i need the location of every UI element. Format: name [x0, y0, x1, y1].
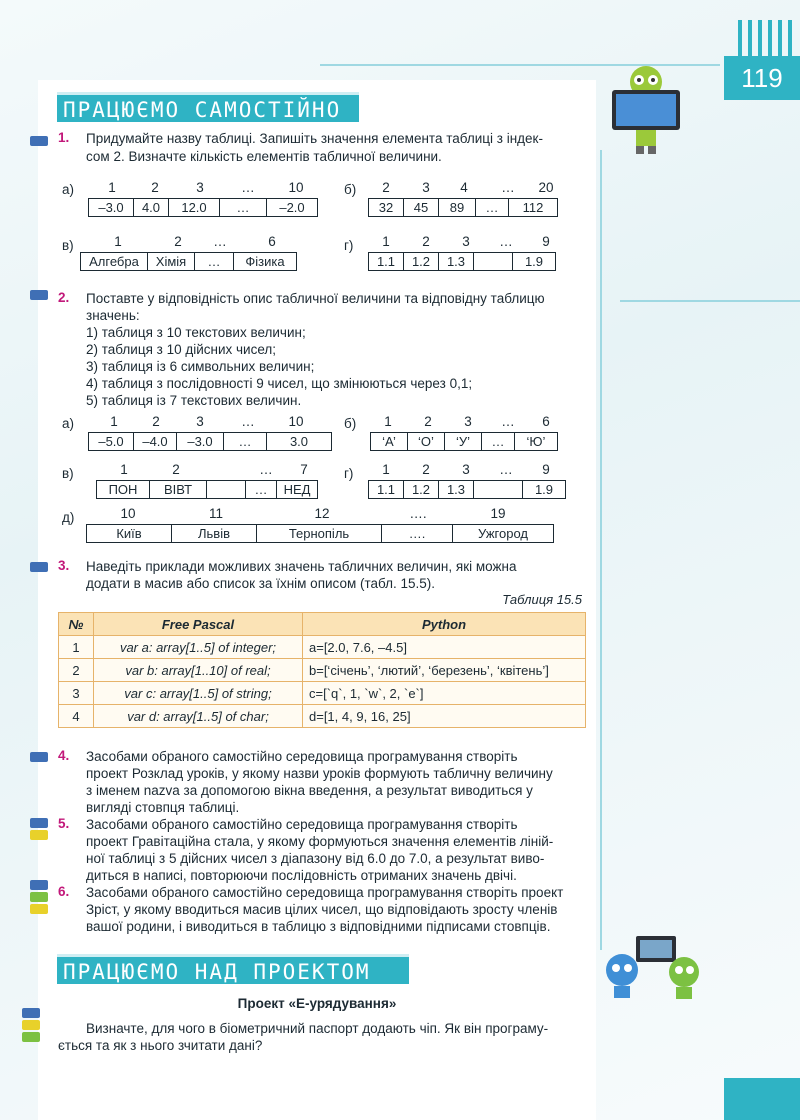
cell: ….	[382, 525, 453, 543]
option-label: г)	[344, 466, 354, 481]
index-label: …	[213, 234, 227, 249]
cell: 89	[439, 199, 476, 217]
brick-icon	[30, 904, 48, 914]
cell: 1.9	[523, 481, 566, 499]
cell	[207, 481, 246, 499]
index-label: 1	[110, 414, 118, 429]
cell: 112	[509, 199, 558, 217]
task-text: Засобами обраного самостійно середовища програмування створіть	[86, 817, 518, 832]
option-label: б)	[344, 182, 357, 197]
cell: НЕД	[277, 481, 318, 499]
index-label: 3	[196, 414, 204, 429]
task-number: 6.	[58, 884, 70, 899]
cell: var b: array[1..10] of real;	[94, 659, 303, 682]
task-text: вигляді стовпця таблиці.	[86, 800, 240, 815]
project-text: ється та як з нього зчитати дані?	[58, 1038, 263, 1053]
index-label: 3	[464, 414, 472, 429]
brick-icon	[30, 136, 48, 146]
brick-icon	[30, 830, 48, 840]
task-text: Придумайте назву таблиці. Запишіть значення елемента таблиці з індек-	[86, 131, 543, 146]
cell: 12.0	[169, 199, 220, 217]
cell: 1.1	[369, 253, 404, 271]
array-table	[86, 524, 554, 543]
cell: 1.3	[439, 481, 474, 499]
array-table	[88, 432, 332, 451]
index-label: …	[241, 180, 255, 195]
cell: ВІВТ	[150, 481, 207, 499]
index-label: 1	[384, 414, 392, 429]
option-label: г)	[344, 238, 354, 253]
cell: –4.0	[134, 433, 177, 451]
option-label: а)	[62, 182, 75, 197]
task-text: 1) таблиця з 10 текстових величин;	[86, 325, 306, 340]
cell: a=[2.0, 7.6, –4.5]	[303, 636, 586, 659]
index-label: 6	[268, 234, 276, 249]
cell: Фізика	[234, 253, 297, 271]
column-header: Free Pascal	[94, 613, 303, 636]
cell: 4.0	[134, 199, 169, 217]
task-text: вашої родини, і виводиться в таблицю з відповідними підписами стовпців.	[86, 919, 551, 934]
cell: 3	[59, 682, 94, 705]
cell: c=[`q`, 1, `w`, 2, `e`]	[303, 682, 586, 705]
table-15-5	[58, 612, 586, 728]
cell: 1.9	[513, 253, 556, 271]
task-text: Наведіть приклади можливих значень табличних величин, які можна	[86, 559, 517, 574]
option-label: в)	[62, 238, 74, 253]
cell: –3.0	[177, 433, 224, 451]
index-label: 2	[422, 462, 430, 477]
task-text: з іменем nazva за допомогою вікна введення, а результат виводиться у	[86, 783, 533, 798]
cell: 1.3	[439, 253, 474, 271]
cell: 2	[59, 659, 94, 682]
index-label: …	[499, 462, 513, 477]
array-table	[96, 480, 318, 499]
index-label: 2	[151, 180, 159, 195]
cell: 45	[404, 199, 439, 217]
section-header-independent: ПРАЦЮЄМО САМОСТІЙНО	[57, 92, 359, 122]
cell: Хімія	[148, 253, 195, 271]
index-label: 6	[542, 414, 550, 429]
circuit-line	[620, 300, 800, 302]
circuit-stripe	[768, 20, 772, 56]
task-text: сом 2. Визначте кількість елементів табличної величини.	[86, 149, 442, 164]
index-label: 20	[538, 180, 554, 195]
index-label: 10	[120, 506, 136, 521]
project-title: Проект «Е-урядування»	[237, 996, 397, 1011]
index-label: …	[241, 414, 255, 429]
task-number: 5.	[58, 816, 70, 831]
index-label: 1	[120, 462, 128, 477]
task-number: 3.	[58, 558, 70, 573]
table-row	[59, 659, 586, 682]
option-label: д)	[62, 510, 75, 525]
cell: 32	[369, 199, 404, 217]
brick-icon	[30, 562, 48, 572]
task-text: Зріст, у якому вводиться масив цілих чисел, що відповідають зросту членів	[86, 902, 558, 917]
robots-illustration	[600, 932, 710, 1002]
index-label: 2	[152, 414, 160, 429]
cell: 1.2	[404, 253, 439, 271]
cell: d=[1, 4, 9, 16, 25]	[303, 705, 586, 728]
array-table	[368, 480, 566, 499]
table-row	[59, 705, 586, 728]
task-text: 3) таблиця із 6 символьних величин;	[86, 359, 315, 374]
index-label: 10	[288, 414, 304, 429]
option-label: в)	[62, 466, 74, 481]
index-label: …	[501, 414, 515, 429]
circuit-stripe	[758, 20, 762, 56]
task-text: додати в масив або список за їхнім описом (табл. 15.5).	[86, 576, 436, 591]
cell: 1	[59, 636, 94, 659]
index-label: 3	[462, 462, 470, 477]
table-row	[59, 636, 586, 659]
option-label: а)	[62, 416, 75, 431]
index-label: 1	[108, 180, 116, 195]
column-header: №	[59, 613, 94, 636]
cell: ‘Ю’	[515, 433, 558, 451]
cell: Тернопіль	[257, 525, 382, 543]
circuit-stripe	[738, 20, 742, 56]
index-label: 2	[424, 414, 432, 429]
task-text: 2) таблиця з 10 дійсних чисел;	[86, 342, 277, 357]
index-label: 2	[422, 234, 430, 249]
cell: Алгебра	[81, 253, 148, 271]
index-label: 1	[114, 234, 122, 249]
cell: ‘А’	[371, 433, 408, 451]
cell: 1.1	[369, 481, 404, 499]
cell: …	[246, 481, 277, 499]
task-text: проект Гравітаційна стала, у якому формуються значення елементів ліній-	[86, 834, 554, 849]
cell	[474, 481, 523, 499]
index-label: 12	[314, 506, 330, 521]
cell: 1.2	[404, 481, 439, 499]
task-text: Засобами обраного самостійно середовища програмування створіть	[86, 749, 518, 764]
cell: Ужгород	[453, 525, 554, 543]
index-label: 1	[382, 462, 390, 477]
index-label: …	[259, 462, 273, 477]
brick-icon	[30, 818, 48, 828]
index-label: ….	[409, 506, 427, 521]
cell	[474, 253, 513, 271]
page-number: 119	[724, 56, 800, 100]
brick-icon	[22, 1020, 40, 1030]
index-label: 10	[288, 180, 304, 195]
cell: b=[‘січень’, ‘лютий’, ‘березень’, ‘квітень’]	[303, 659, 586, 682]
section-header-project: ПРАЦЮЄМО НАД ПРОЕКТОМ	[57, 954, 409, 984]
index-label: 3	[422, 180, 430, 195]
array-table	[370, 432, 558, 451]
index-label: 19	[490, 506, 506, 521]
index-label: 11	[208, 506, 223, 521]
cell: Львів	[172, 525, 257, 543]
cell: var c: array[1..5] of string;	[94, 682, 303, 705]
brick-icon	[30, 892, 48, 902]
brick-icon	[30, 290, 48, 300]
brick-icon	[30, 880, 48, 890]
circuit-stripe	[778, 20, 782, 56]
cell: 3.0	[267, 433, 332, 451]
index-label: 3	[462, 234, 470, 249]
index-label: …	[499, 234, 513, 249]
circuit-stripe	[748, 20, 752, 56]
cell: …	[220, 199, 267, 217]
brick-icon	[30, 752, 48, 762]
array-table	[80, 252, 297, 271]
cell: ‘О’	[408, 433, 445, 451]
index-label: 2	[172, 462, 180, 477]
corner-block	[724, 1078, 800, 1120]
index-label: 9	[542, 462, 550, 477]
index-label: 2	[174, 234, 182, 249]
index-label: 4	[460, 180, 468, 195]
circuit-line	[600, 150, 602, 950]
task-text: Поставте у відповідність опис табличної величини та відповідну таблицю	[86, 291, 545, 306]
cell: –2.0	[267, 199, 318, 217]
cell: var a: array[1..5] of integer;	[94, 636, 303, 659]
task-number: 1.	[58, 130, 70, 145]
task-text: диться в написі, повторюючи послідовність отриманих значень двічі.	[86, 868, 517, 883]
index-label: 3	[196, 180, 204, 195]
task-text: ної таблиці з 5 дійсних чисел з діапазону від 6.0 до 7.0, а результат виво-	[86, 851, 545, 866]
robot-tablet-illustration	[606, 60, 686, 156]
cell: …	[195, 253, 234, 271]
option-label: б)	[344, 416, 357, 431]
cell: –3.0	[89, 199, 134, 217]
cell: …	[482, 433, 515, 451]
circuit-stripe	[788, 20, 792, 56]
task-number: 2.	[58, 290, 70, 305]
index-label: …	[501, 180, 515, 195]
cell: –5.0	[89, 433, 134, 451]
index-label: 2	[382, 180, 390, 195]
cell: …	[476, 199, 509, 217]
cell: ПОН	[97, 481, 150, 499]
cell: Київ	[87, 525, 172, 543]
cell: …	[224, 433, 267, 451]
cell: 4	[59, 705, 94, 728]
task-text: проект Розклад уроків, у якому назви уроків формують табличну величину	[86, 766, 553, 781]
task-text: Засобами обраного самостійно середовища програмування створіть проект	[86, 885, 564, 900]
task-number: 4.	[58, 748, 70, 763]
brick-icon	[22, 1032, 40, 1042]
cell: var d: array[1..5] of char;	[94, 705, 303, 728]
table-row	[59, 682, 586, 705]
array-table	[88, 198, 318, 217]
project-text: Визначте, для чого в біометричний паспорт додають чіп. Як він програму-	[86, 1021, 549, 1036]
array-table	[368, 198, 558, 217]
index-label: 9	[542, 234, 550, 249]
index-label: 7	[300, 462, 308, 477]
column-header: Python	[303, 613, 586, 636]
task-text: 4) таблиця з послідовності 9 чисел, що змінюються через 0,1;	[86, 376, 473, 391]
cell: ‘У’	[445, 433, 482, 451]
table-caption: Таблиця 15.5	[502, 592, 582, 607]
task-text: значень:	[86, 308, 140, 323]
task-text: 5) таблиця із 7 текстових величин.	[86, 393, 302, 408]
array-table	[368, 252, 556, 271]
index-label: 1	[382, 234, 390, 249]
